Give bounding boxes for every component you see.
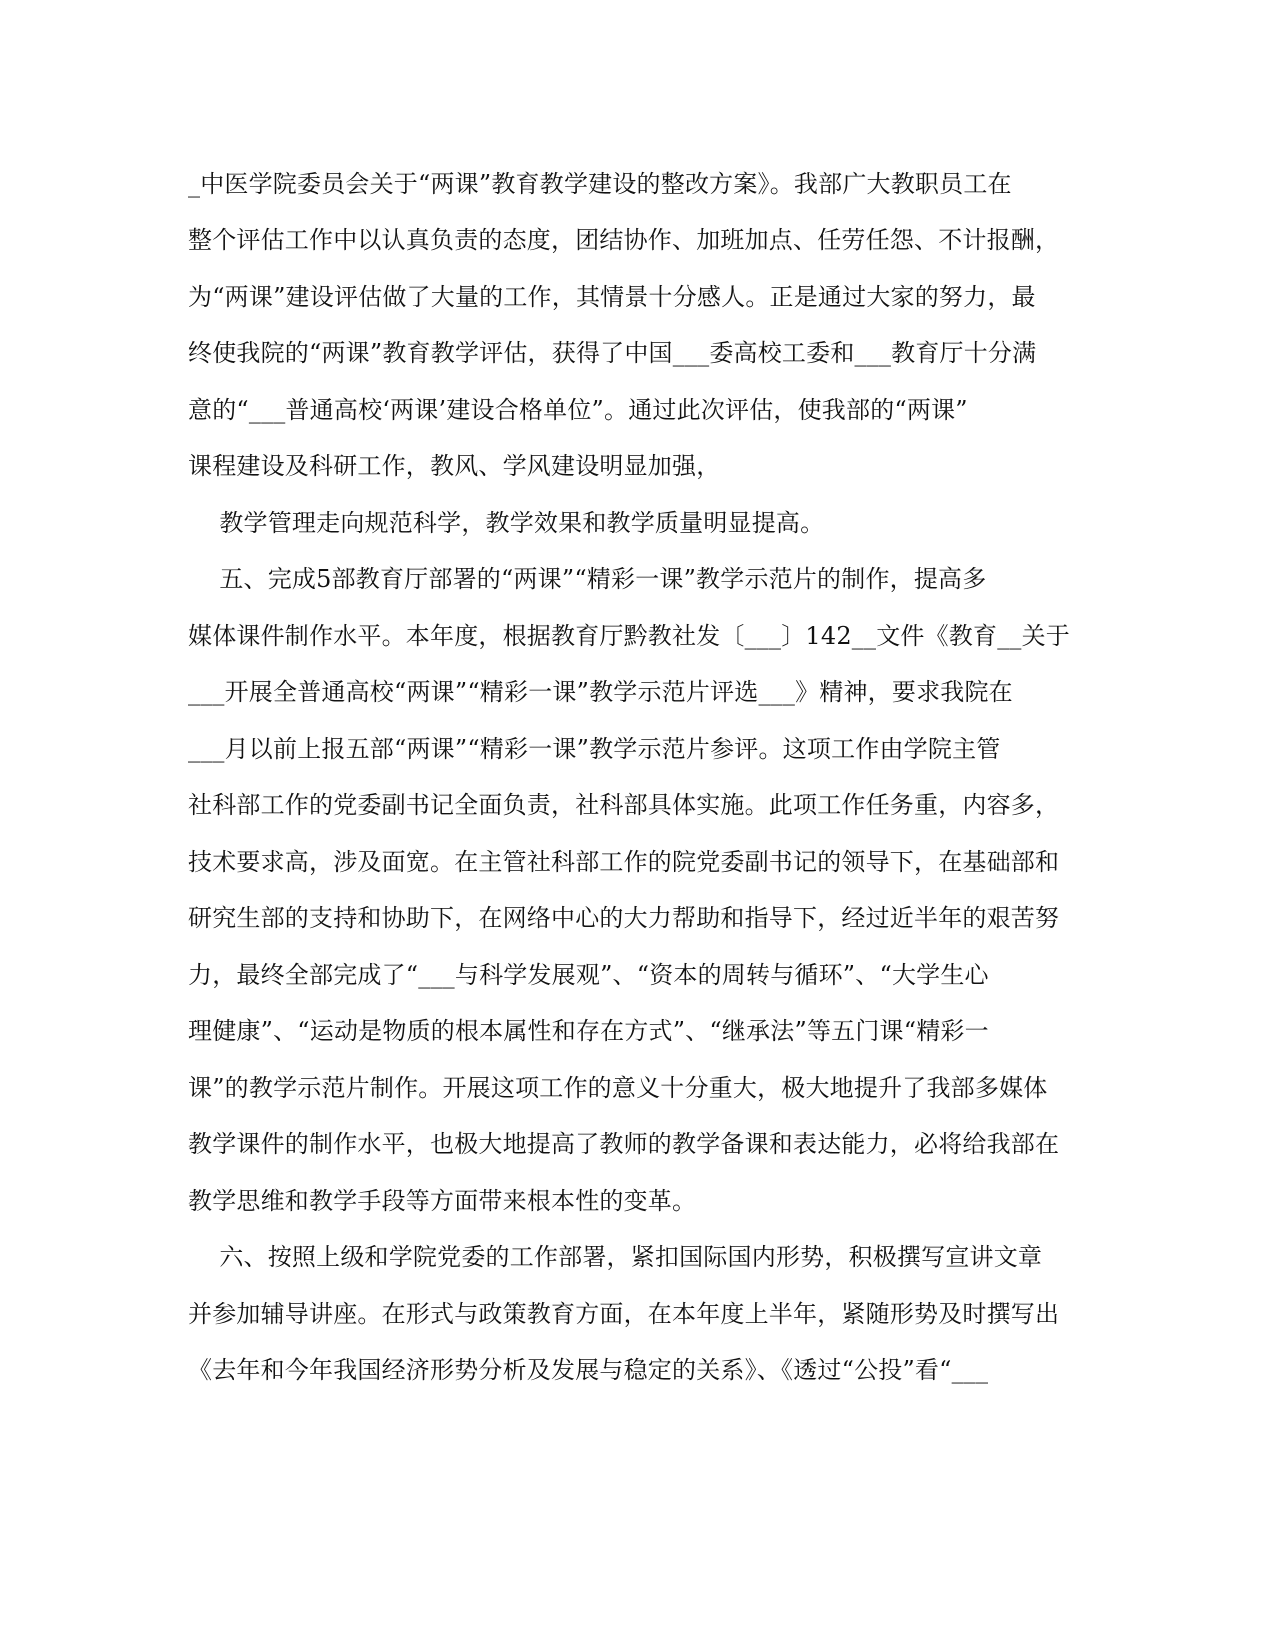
text-line: 整个评估工作中以认真负责的态度，团结协作、加班加点、任劳任怨、不计报酬， [188, 226, 1060, 254]
text-line: 《去年和今年我国经济形势分析及发展与稳定的关系》、《透过“公投”看“___ [188, 1356, 989, 1384]
text-line: 社科部工作的党委副书记全面负责，社科部具体实施。此项工作任务重，内容多， [188, 791, 1060, 819]
text-line: 五、完成5部教育厅部署的“两课”“精彩一课”教学示范片的制作，提高多 [188, 565, 987, 593]
text-line: _中医学院委员会关于“两课”教育教学建设的整改方案》。我部广大教职员工在 [188, 170, 1012, 198]
text-line: 研究生部的支持和协助下，在网络中心的大力帮助和指导下，经过近半年的艰苦努 [188, 904, 1060, 932]
text-line: ___开展全普通高校“两课”“精彩一课”教学示范片评选___》精神，要求我院在 [188, 678, 1013, 706]
text-line: 六、按照上级和学院党委的工作部署，紧扣国际国内形势，积极撰写宣讲文章 [188, 1243, 1043, 1271]
text-line: 理健康”、“运动是物质的根本属性和存在方式”、“继承法”等五门课“精彩一 [188, 1017, 989, 1045]
text-line: 教学管理走向规范科学，教学效果和教学质量明显提高。 [188, 509, 825, 537]
text-line: 课程建设及科研工作，教风、学风建设明显加强， [188, 452, 721, 480]
text-line: 技术要求高，涉及面宽。在主管社科部工作的院党委副书记的领导下，在基础部和 [188, 848, 1060, 876]
text-line: 并参加辅导讲座。在形式与政策教育方面，在本年度上半年，紧随形势及时撰写出 [188, 1300, 1060, 1328]
text-line: 为“两课”建设评估做了大量的工作，其情景十分感人。正是通过大家的努力，最 [188, 283, 1036, 311]
text-line: 媒体课件制作水平。本年度，根据教育厅黔教社发〔___〕142__文件《教育__关于 [188, 622, 1071, 650]
text-line: 力，最终全部完成了“___与科学发展观”、“资本的周转与循环”、“大学生心 [188, 961, 989, 989]
text-line: 教学课件的制作水平，也极大地提高了教师的教学备课和表达能力，必将给我部在 [188, 1130, 1060, 1158]
text-line: 课”的教学示范片制作。开展这项工作的意义十分重大，极大地提升了我部多媒体 [188, 1074, 1048, 1102]
text-line: 教学思维和教学手段等方面带来根本性的变革。 [188, 1187, 697, 1215]
text-line: 终使我院的“两课”教育教学评估，获得了中国___委高校工委和___教育厅十分满 [188, 339, 1037, 367]
text-line: 意的“___普通高校‘两课’建设合格单位”。通过此次评估，使我部的“两课” [188, 396, 968, 424]
text-line: ___月以前上报五部“两课”“精彩一课”教学示范片参评。这项工作由学院主管 [188, 735, 1001, 763]
